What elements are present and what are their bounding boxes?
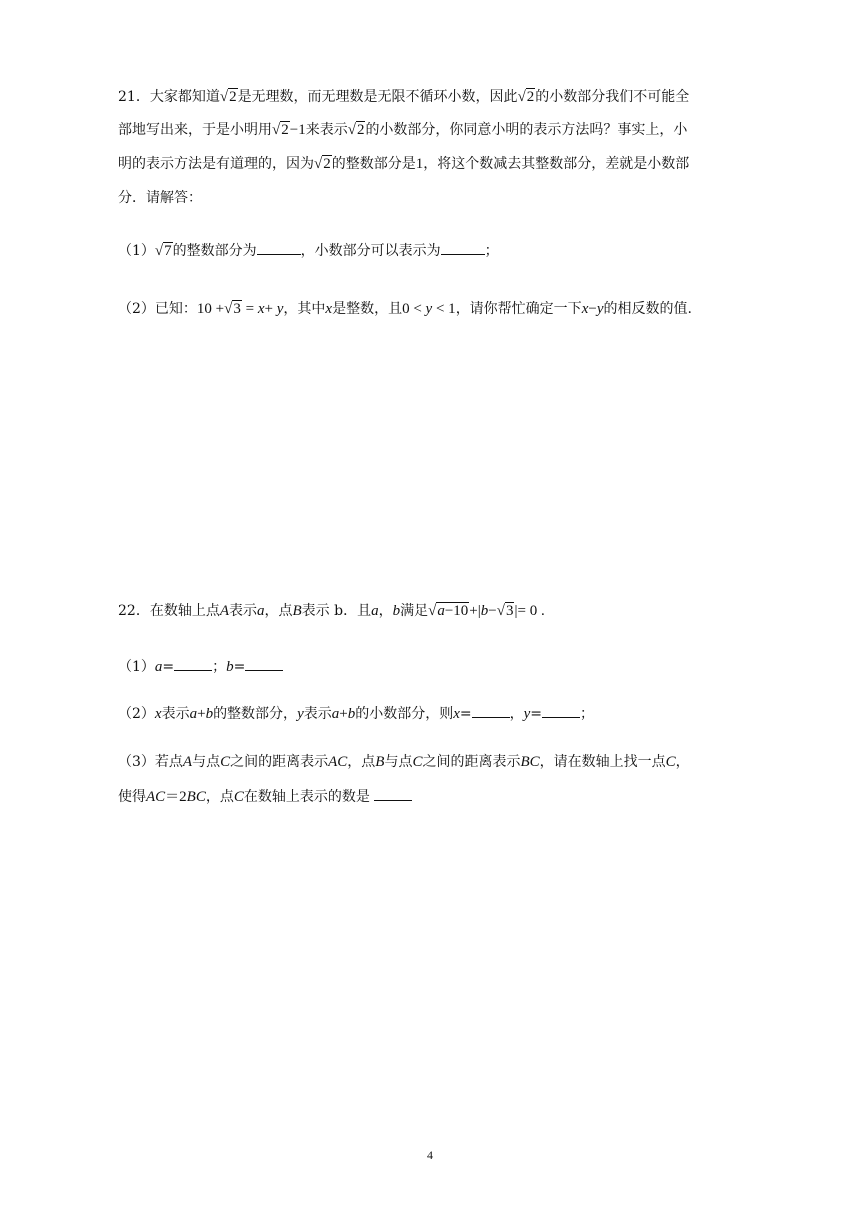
q22-text: 的整数部分， bbox=[213, 706, 298, 722]
q21-text: ，其中 bbox=[283, 301, 326, 317]
q22-text: ，点 bbox=[264, 603, 293, 619]
point-b: B bbox=[292, 603, 302, 619]
q22-text: 与点 bbox=[192, 754, 221, 770]
part-label: （1） bbox=[118, 659, 155, 675]
q21-text: ； bbox=[484, 243, 499, 259]
q21-text: 明的表示方法是有道理的，因为 bbox=[118, 156, 314, 172]
q21-text: 21．大家都知道 bbox=[118, 89, 220, 105]
q21-text: 是无理数，而无理数是无限不循环小数，因此 bbox=[237, 89, 518, 105]
equals: = bbox=[162, 659, 175, 675]
equation: − bbox=[588, 301, 597, 317]
answer-blank[interactable] bbox=[542, 703, 580, 718]
q21-text: ，请你帮忙确定一下 bbox=[455, 301, 582, 317]
q22-text: 的小数部分，则 bbox=[355, 706, 454, 722]
q22-text: 满足 bbox=[400, 603, 429, 619]
point-c: C bbox=[665, 754, 676, 770]
q21-line-1 bbox=[118, 86, 746, 108]
answer-blank[interactable] bbox=[441, 240, 485, 255]
point-a: A bbox=[219, 603, 229, 619]
sqrt-3: √3 bbox=[496, 603, 514, 619]
answer-blank[interactable] bbox=[257, 240, 301, 255]
segment-ac: AC bbox=[146, 789, 166, 805]
q21-text: 的整数部分是 bbox=[331, 156, 416, 172]
equation: + bbox=[264, 301, 273, 317]
q21-text: 的整数部分为 bbox=[172, 243, 257, 259]
inequality: 0 < bbox=[402, 301, 422, 317]
q21-part-2 bbox=[118, 298, 746, 320]
q22-text: 22．在数轴上点 bbox=[118, 603, 220, 619]
equals: = bbox=[530, 706, 543, 722]
q22-text: 在数轴上表示的数是 bbox=[243, 789, 370, 805]
inequality: < 1 bbox=[435, 301, 456, 317]
q22-text: 之间的距离表示 bbox=[422, 754, 521, 770]
q22-part-1 bbox=[118, 656, 746, 678]
equation: = 0 bbox=[517, 603, 538, 619]
sqrt-2: √2 bbox=[272, 122, 289, 138]
sqrt-2: √2 bbox=[347, 122, 365, 138]
q22-text: 表示 b．且 bbox=[301, 603, 372, 619]
equals: ＝ bbox=[165, 789, 180, 805]
page-number: 4 bbox=[427, 1148, 433, 1162]
var-y: y bbox=[276, 301, 284, 317]
answer-blank[interactable] bbox=[245, 656, 283, 671]
equation: + bbox=[197, 706, 206, 722]
var-a: a bbox=[154, 659, 163, 675]
q21-text: 部地写出来，于是小明用 bbox=[118, 122, 272, 138]
var-x: x bbox=[325, 301, 333, 317]
var-b: b bbox=[480, 603, 489, 619]
sqrt-2: √2 bbox=[219, 89, 237, 105]
q21-text: ，小数部分可以表示为 bbox=[300, 243, 441, 259]
equals: = bbox=[459, 706, 472, 722]
equation: 10 + bbox=[196, 301, 225, 317]
sqrt-7: √7 bbox=[154, 243, 172, 259]
var-a: a bbox=[189, 706, 198, 722]
segment-bc: BC bbox=[520, 754, 540, 770]
q22-text: 表示 bbox=[303, 706, 332, 722]
var-y: y bbox=[523, 706, 531, 722]
q22-text: ，点 bbox=[347, 754, 376, 770]
var-b: b bbox=[392, 603, 401, 619]
equation: | bbox=[514, 603, 518, 619]
var-a: a bbox=[257, 603, 265, 619]
q22-part-2 bbox=[118, 703, 746, 725]
part-label: （2）已知： bbox=[118, 301, 197, 317]
var-b: b bbox=[226, 659, 234, 675]
part-label: （1） bbox=[118, 243, 155, 259]
q21-line-3 bbox=[118, 153, 746, 175]
equation: + bbox=[469, 603, 478, 619]
sqrt-a-minus-10: √a−10 bbox=[428, 603, 469, 619]
equation: + bbox=[339, 706, 348, 722]
point-a: A bbox=[182, 754, 193, 770]
part-label: （2） bbox=[118, 706, 155, 722]
q22-text: ，请在数轴上找一点 bbox=[539, 754, 666, 770]
equation: − bbox=[488, 603, 497, 619]
point-c: C bbox=[412, 754, 423, 770]
segment-ac: AC bbox=[328, 754, 348, 770]
q21-text: ，将这个数减去其整数部分，差就是小数部 bbox=[423, 156, 690, 172]
equals: = bbox=[233, 659, 246, 675]
sqrt-3: √3 bbox=[224, 301, 241, 317]
var-y: y bbox=[297, 706, 304, 722]
q21-text: 的小数部分，你同意小明的表示方法吗？事实上，小 bbox=[365, 122, 688, 138]
var-b: b bbox=[347, 706, 356, 722]
q22-text: ，点 bbox=[205, 789, 234, 805]
q21-line-4: 分．请解答： bbox=[118, 190, 202, 206]
var-y: y bbox=[596, 301, 604, 317]
number-one: 1 bbox=[415, 156, 424, 172]
var-x: x bbox=[257, 301, 265, 317]
sqrt-2: √2 bbox=[517, 89, 535, 105]
minus-one: −1 bbox=[289, 122, 306, 138]
var-b: b bbox=[205, 706, 214, 722]
var-x: x bbox=[581, 301, 589, 317]
q22-text: ， bbox=[675, 754, 690, 770]
part-label: （3）若点 bbox=[118, 754, 183, 770]
q22-text: 之间的距离表示 bbox=[230, 754, 329, 770]
q22-part-3 bbox=[118, 751, 746, 773]
var-a: a bbox=[371, 603, 379, 619]
q22-text: 与点 bbox=[384, 754, 413, 770]
answer-blank[interactable] bbox=[174, 656, 212, 671]
q21-text: 是整数，且 bbox=[332, 301, 403, 317]
equation: | bbox=[477, 603, 481, 619]
q22-text: 表示 bbox=[161, 706, 190, 722]
q22-text: 表示 bbox=[229, 603, 257, 619]
var-a: a bbox=[331, 706, 340, 722]
answer-blank[interactable] bbox=[472, 703, 510, 718]
var-y: y bbox=[425, 301, 433, 317]
q21-text: 来表示 bbox=[305, 122, 348, 138]
q22-text: ； bbox=[212, 659, 227, 675]
q21-part-1 bbox=[118, 240, 746, 262]
q22-text: ， bbox=[378, 603, 393, 619]
point-b: B bbox=[375, 754, 385, 770]
var-x: x bbox=[453, 706, 460, 722]
q22-text: ， bbox=[509, 706, 524, 722]
q21-text: 的小数部分我们不可能全 bbox=[535, 89, 690, 105]
number-two: 2 bbox=[179, 789, 187, 805]
segment-bc: BC bbox=[186, 789, 206, 805]
q21-line-2 bbox=[118, 119, 746, 141]
q21-text: 的相反数的值. bbox=[603, 301, 692, 317]
equation: . bbox=[540, 603, 545, 619]
var-x: x bbox=[154, 706, 162, 722]
answer-blank[interactable] bbox=[374, 786, 412, 801]
q22-line-1 bbox=[118, 600, 746, 622]
q22-text: ； bbox=[580, 706, 595, 722]
point-c: C bbox=[220, 754, 231, 770]
equation: = bbox=[245, 301, 255, 317]
q22-text: 使得 bbox=[118, 789, 146, 805]
point-c: C bbox=[233, 789, 244, 805]
sqrt-2: √2 bbox=[314, 156, 331, 172]
q22-part-3-cont bbox=[118, 786, 746, 808]
